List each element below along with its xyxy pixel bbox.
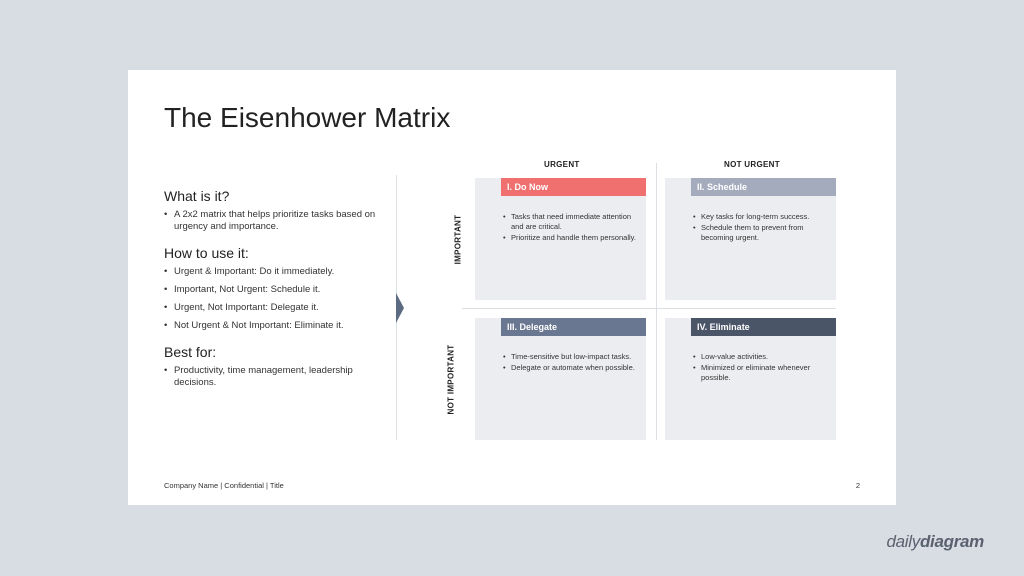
bullet-item: • Minimized or eliminate whenever possible. xyxy=(693,363,826,383)
bullet-item: • A 2x2 matrix that helps prioritize tasks based on urgency and importance. xyxy=(164,209,379,233)
bullet-list xyxy=(164,266,379,332)
bullet-item: • Low-value activities. xyxy=(693,352,826,362)
bullet-list xyxy=(503,212,636,243)
quadrant-title: III. Delegate xyxy=(501,318,646,336)
row-header-not-important: NOT IMPORTANT xyxy=(446,344,456,415)
bullet-item: • Prioritize and handle them personally. xyxy=(503,233,636,243)
bullet-item: • Time-sensitive but low-impact tasks. xyxy=(503,352,636,362)
slide-footer: Company Name | Confidential | Title xyxy=(164,481,284,490)
bullet-list xyxy=(693,352,826,383)
quadrant-title: IV. Eliminate xyxy=(691,318,836,336)
brand-logo xyxy=(886,532,984,552)
section-how xyxy=(164,245,379,332)
page-number: 2 xyxy=(855,481,860,490)
section-heading: Best for: xyxy=(164,344,217,360)
arrow-right-icon xyxy=(396,293,404,323)
bullet-list xyxy=(164,365,379,389)
quadrant-schedule xyxy=(665,178,836,300)
bullet-item: • Schedule them to prevent from becoming urgent. xyxy=(693,223,826,243)
bullet-item: • Not Urgent & Not Important: Eliminate it. xyxy=(164,320,379,332)
col-header-urgent: URGENT xyxy=(544,160,580,169)
quadrant-eliminate xyxy=(665,318,836,440)
quadrant-do-now xyxy=(475,178,646,300)
bullet-list xyxy=(164,209,379,233)
matrix-vertical-divider xyxy=(656,163,657,440)
col-header-not-urgent: NOT URGENT xyxy=(724,160,780,169)
bullet-list xyxy=(693,212,826,243)
bullet-list xyxy=(503,352,636,373)
section-heading: How to use it: xyxy=(164,245,249,261)
bullet-item: • Productivity, time management, leadership decisions. xyxy=(164,365,379,389)
brand-bold: diagram xyxy=(919,532,984,551)
bullet-item: • Urgent, Not Important: Delegate it. xyxy=(164,302,379,314)
matrix-horizontal-divider xyxy=(462,308,836,309)
bullet-item: • Urgent & Important: Do it immediately. xyxy=(164,266,379,278)
section-what xyxy=(164,188,379,233)
bullet-item: • Tasks that need immediate attention and are critical. xyxy=(503,212,636,232)
section-heading: What is it? xyxy=(164,188,230,204)
quadrant-title: I. Do Now xyxy=(501,178,646,196)
row-header-important: IMPORTANT xyxy=(453,214,463,265)
section-best xyxy=(164,344,379,389)
description-column xyxy=(164,188,379,401)
bullet-item: • Delegate or automate when possible. xyxy=(503,363,636,373)
slide xyxy=(128,70,896,505)
brand-light: daily xyxy=(886,532,920,551)
slide-title: The Eisenhower Matrix xyxy=(164,102,451,133)
bullet-item: • Important, Not Urgent: Schedule it. xyxy=(164,284,379,296)
quadrant-title: II. Schedule xyxy=(691,178,836,196)
bullet-item: • Key tasks for long-term success. xyxy=(693,212,826,222)
quadrant-delegate xyxy=(475,318,646,440)
